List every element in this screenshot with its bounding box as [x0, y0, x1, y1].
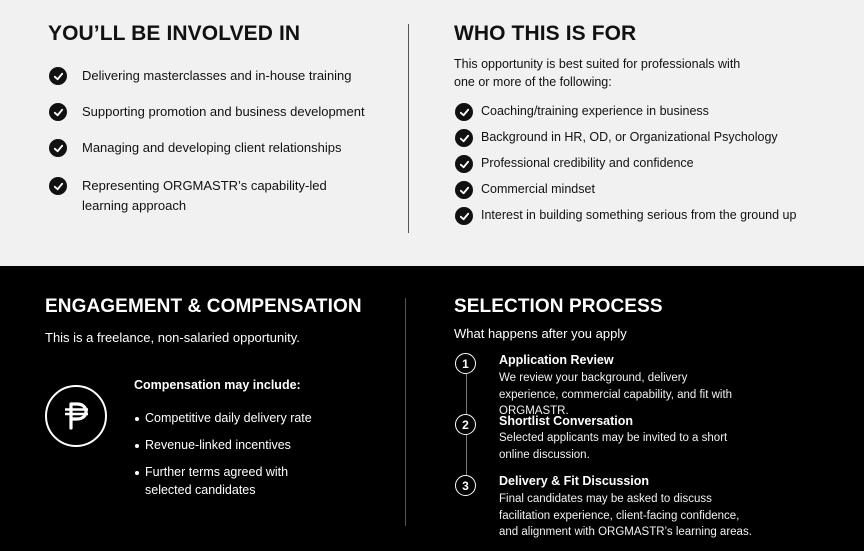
- who-item: Commercial mindset: [481, 182, 595, 196]
- comp-item: Competitive daily delivery rate: [145, 411, 312, 425]
- top-section: [0, 0, 864, 266]
- who-item: Interest in building something serious from the ground up: [481, 208, 797, 222]
- bullet: [135, 471, 139, 475]
- peso-icon: [45, 385, 107, 447]
- who-item: Coaching/training experience in business: [481, 104, 709, 118]
- step-desc: We review your background, delivery experience, commercial capability, and fit with ORGMASTR.: [499, 372, 733, 417]
- who-intro: This opportunity is best suited for professionals with one or more of the following:: [454, 57, 741, 89]
- step-title: Shortlist Conversation: [499, 414, 634, 428]
- comp-heading: Compensation may include:: [134, 378, 301, 392]
- divider: [408, 24, 409, 233]
- step-number: 3: [455, 475, 476, 496]
- check-icon: [49, 177, 67, 195]
- who-item: Background in HR, OD, or Organizational Psychology: [481, 130, 778, 144]
- check-icon: [455, 103, 473, 121]
- comp-item: Further terms agreed with selected candidates: [145, 465, 289, 497]
- comp-item: Revenue-linked incentives: [145, 438, 291, 452]
- step-title: Application Review: [499, 353, 614, 367]
- divider: [405, 298, 406, 526]
- check-icon: [455, 181, 473, 199]
- involved-title: YOU’LL BE INVOLVED IN: [48, 22, 301, 45]
- bottom-section: [0, 266, 864, 551]
- who-title: WHO THIS IS FOR: [454, 22, 637, 45]
- step-title: Delivery & Fit Discussion: [499, 474, 650, 488]
- who-item: Professional credibility and confidence: [481, 156, 694, 170]
- selection-title: SELECTION PROCESS: [454, 296, 663, 317]
- bullet: [135, 417, 139, 421]
- check-icon: [455, 129, 473, 147]
- check-icon: [455, 155, 473, 173]
- engagement-title: ENGAGEMENT & COMPENSATION: [45, 296, 362, 317]
- involved-item: Representing ORGMASTR’s capability-led learning approach: [82, 178, 327, 213]
- engagement-subtitle: This is a freelance, non-salaried opportunity.: [45, 330, 300, 345]
- bullet: [135, 444, 139, 448]
- check-icon: [49, 67, 67, 85]
- involved-item: Supporting promotion and business development: [82, 104, 365, 119]
- involved-item: Managing and developing client relationships: [82, 140, 342, 155]
- selection-subtitle: What happens after you apply: [454, 326, 627, 341]
- step-number: 2: [455, 414, 476, 435]
- check-icon: [455, 207, 473, 225]
- check-icon: [49, 103, 67, 121]
- step-desc: Final candidates may be asked to discuss facilitation experience, client-facing confidence, and alignment with ORGMASTR’s learning areas.: [499, 493, 752, 538]
- involved-item: Delivering masterclasses and in-house training: [82, 68, 352, 83]
- step-desc: Selected applicants may be invited to a short online discussion.: [499, 432, 728, 461]
- check-icon: [49, 139, 67, 157]
- step-number: 1: [455, 353, 476, 374]
